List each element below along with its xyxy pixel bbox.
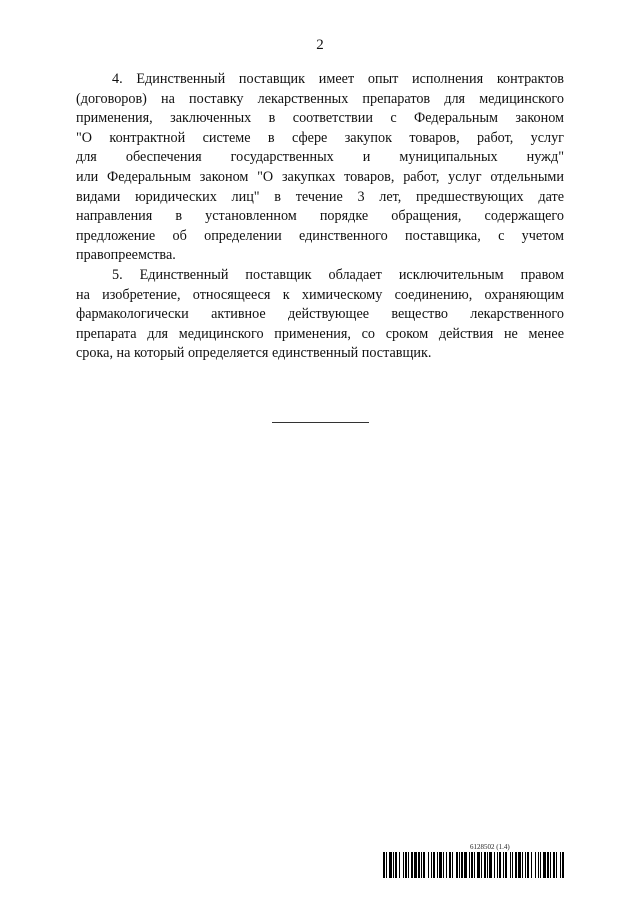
text-line: 5. Единственный поставщик обладает исключительным правом xyxy=(112,266,564,283)
text-line: направления в установленном порядке обращения, содержащего xyxy=(76,208,564,225)
text-line: срока, на который определяется единственный поставщик. xyxy=(76,345,432,362)
page-number: 2 xyxy=(316,37,324,53)
text-line: предложение об определении единственного поставщика, с учетом xyxy=(76,227,564,244)
text-line: применения, заключенных в соответствии с Федеральным законом xyxy=(76,110,564,127)
end-separator-line xyxy=(272,422,369,423)
paragraph-5 xyxy=(76,266,564,364)
text-line: препарата для медицинского применения, со сроком действия не менее xyxy=(76,325,564,342)
text-line: на изобретение, относящееся к химическому соединению, охраняющим xyxy=(76,286,564,303)
text-line: "О контрактной системе в сфере закупок товаров, работ, услуг xyxy=(76,129,564,146)
text-line: видами юридических лиц" в течение 3 лет, предшествующих дате xyxy=(76,188,564,205)
text-line: (договоров) на поставку лекарственных препаратов для медицинского xyxy=(76,90,564,107)
text-line: или Федеральным законом "О закупках товаров, работ, услуг отдельными xyxy=(76,168,564,185)
text-line: 4. Единственный поставщик имеет опыт исполнения контрактов xyxy=(112,71,564,87)
barcode-label: 6128502 (1.4) xyxy=(470,843,510,851)
paragraph-4 xyxy=(76,70,564,266)
document-body xyxy=(76,70,564,364)
text-line: правопреемства. xyxy=(76,247,176,264)
text-line: для обеспечения государственных и муниципальных нужд" xyxy=(76,149,564,166)
barcode-image xyxy=(383,852,565,878)
text-line: фармакологически активное действующее вещество лекарственного xyxy=(76,306,564,323)
